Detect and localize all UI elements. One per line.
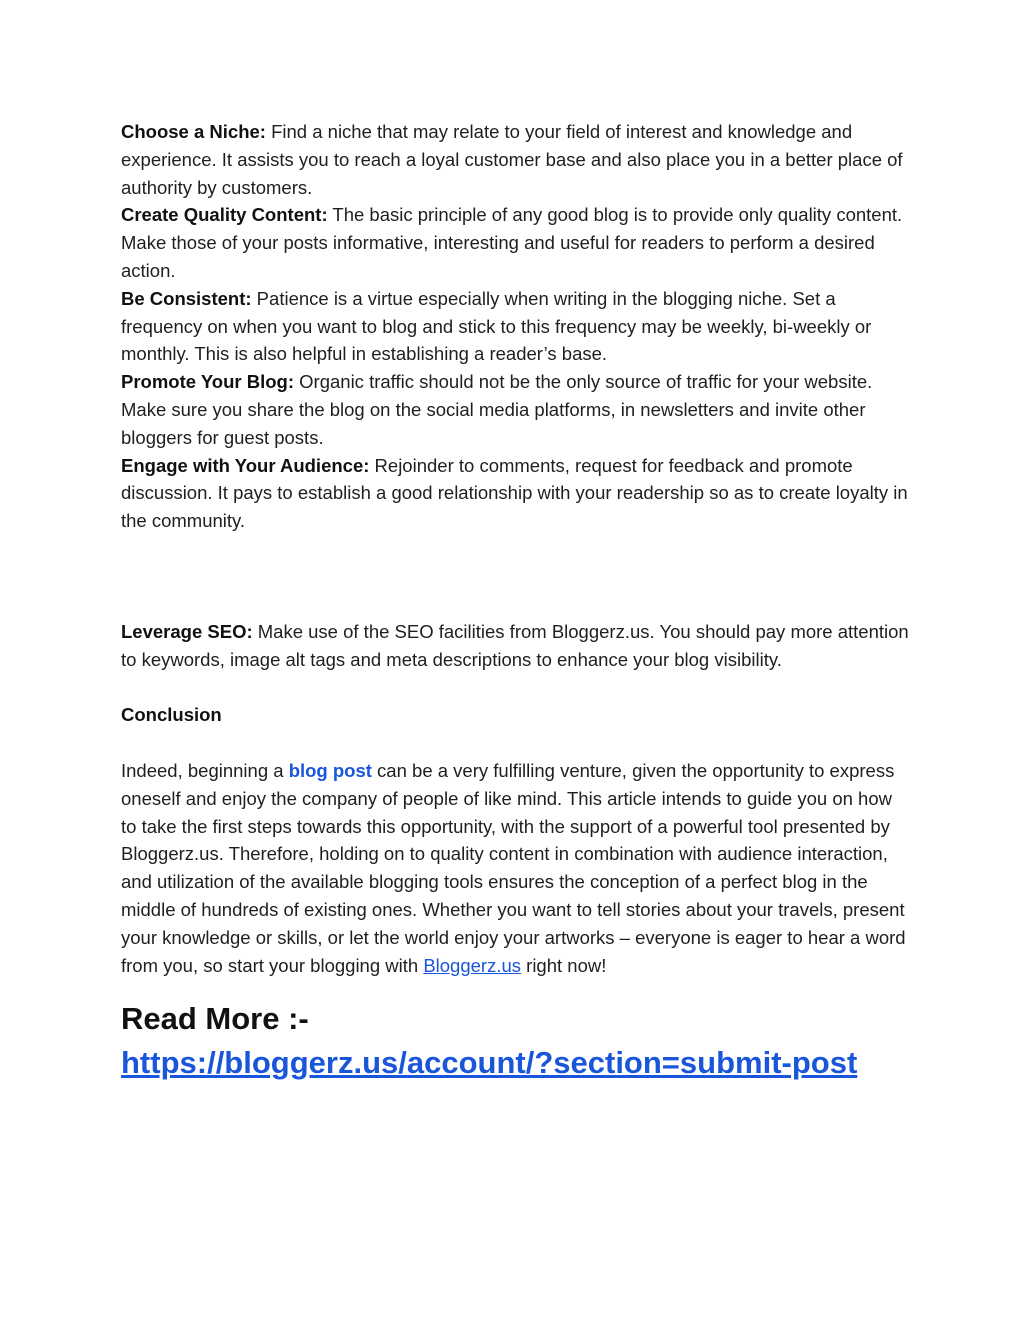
tip-be-consistent: [121, 285, 911, 368]
conclusion-paragraph: [121, 757, 911, 979]
tip-text: Find a niche that may relate to your field of interest and knowledge and experience. It assists you to reach a loyal customer base and also place you in a better place of authority by customers.: [121, 121, 903, 198]
tip-choose-niche: [121, 118, 911, 201]
tip-text: Rejoinder to comments, request for feedback and promote discussion. It pays to establish a good relationship with your readership so as to create loyalty in the community.: [121, 454, 908, 532]
document-page: [121, 118, 911, 1085]
conclusion-intro: Indeed, beginning a: [121, 759, 289, 781]
tip-term: Choose a Niche:: [121, 121, 266, 142]
read-more-link[interactable]: https://bloggerz.us/account/?section=submit-post: [121, 1045, 858, 1081]
tip-term: Engage with Your Audience:: [121, 454, 370, 476]
spacer: [121, 535, 911, 618]
tip-leverage-seo: [121, 618, 911, 674]
tip-text: Patience is a virtue especially when writing in the blogging niche. Set a frequency on when you want to blog and stick to this frequency may be weekly, bi-weekly or monthly. This is also helpful in establishing a reader’s base.: [121, 287, 872, 365]
tip-engage-audience: [121, 452, 911, 535]
tip-term: Leverage SEO:: [121, 620, 253, 642]
tip-promote-blog: [121, 368, 911, 451]
tip-term: Be Consistent:: [121, 287, 252, 309]
bloggerz-link[interactable]: Bloggerz.us: [423, 954, 522, 976]
tip-quality-content: [121, 201, 911, 284]
spacer: [121, 674, 911, 702]
read-more-heading: Read More :-: [121, 1001, 309, 1037]
tip-term: Create Quality Content:: [121, 204, 328, 226]
tip-text: The basic principle of any good blog is to provide only quality content. Make those of your posts informative, interesting and useful for readers to perform a desired action.: [121, 204, 903, 281]
conclusion-outro: right now!: [521, 954, 607, 976]
blog-post-link[interactable]: blog post: [288, 759, 372, 781]
tip-text: Make use of the SEO facilities from Bloggerz.us. You should pay more attention to keywords, image alt tags and meta descriptions to enhance your blog visibility.: [121, 620, 909, 670]
conclusion-body: can be a very fulfilling venture, given the opportunity to express oneself and enjoy the company of people of like mind. This article intends to guide you on how to take the first steps towards this opportunity, with the support of a powerful tool presented by Bloggerz.us. Therefore, holding on to quality content in combination with audience interaction, and utilization of the available blogging tools ensures the conception of a perfect blog in the middle of hundreds of existing ones. Whether you want to tell stories about your travels, present your knowledge or skills, or let the world enjoy your artworks – everyone is eager to hear a word from you, so start your blogging with: [121, 759, 906, 976]
tip-term: Promote Your Blog:: [121, 371, 295, 393]
spacer: [121, 729, 911, 757]
tip-text: Organic traffic should not be the only source of traffic for your website. Make sure you share the blog on the social media platforms, in newsletters and invite other bloggers for guest posts.: [121, 371, 873, 448]
conclusion-heading: Conclusion: [121, 704, 222, 726]
